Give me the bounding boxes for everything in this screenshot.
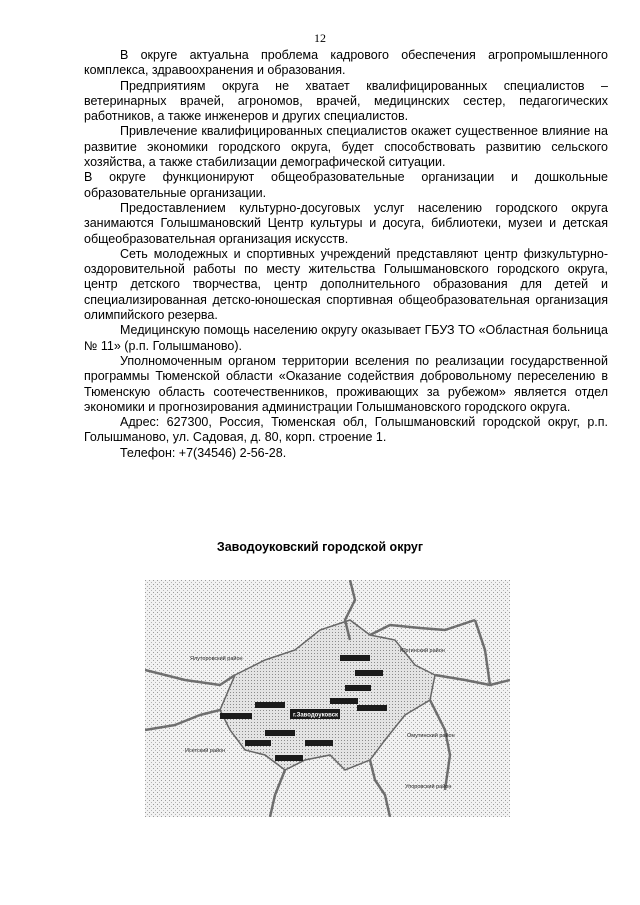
document-body: [84, 48, 608, 461]
paragraph-authority: Уполномоченным органом территории вселения по реализации государственной программы Тюменской области «Оказание содействия добровольному переселению в Тюменскую область соотечественников, проживающих за рубежом» является отдел экономики и прогнозирования администрации Голышмановского городского округа.: [84, 353, 608, 414]
paragraph-address: Адрес: 627300, Россия, Тюменская обл, Голышмановский городской округ, р.п. Голышманово, ул. Садовая, д. 80, корп. строение 1.: [84, 415, 608, 445]
page-number: 12: [314, 31, 326, 45]
map-title: Заводоуковский городской округ: [216, 540, 424, 554]
paragraph-specialists-shortage: Предприятиям округа не хватает квалифицированных специалистов – ветеринарных врачей, агрономов, врачей, медицинских сестер, педагогических работников, а также инженеров и других специалистов.: [84, 78, 608, 124]
label-isetsky-district: Исетский район: [185, 748, 226, 754]
paragraph-culture: Предоставлением культурно-досуговых услуг населению городского округа занимаются Голышмановский Центр культуры и досуга, библиотеки, музеи и детская общеобразовательная организация искусств.: [84, 200, 608, 246]
label-yalutorovsky-district: Ялуторовский район: [190, 656, 243, 662]
paragraph-education: В округе функционируют общеобразовательные организации и дошкольные образовательные организации.: [84, 170, 608, 200]
paragraph-attracting-specialists: Привлечение квалифицированных специалистов окажет существенное влияние на развитие экономики городского округа, будет способствовать развитию сельского хозяйства, а также стабилизации демографической ситуации.: [84, 124, 608, 170]
paragraph-medical: Медицинскую помощь населению округу оказывает ГБУЗ ТО «Областная больница № 11» (р.п. Голышманово).: [84, 323, 608, 353]
paragraph-sports: Сеть молодежных и спортивных учреждений представляют центр физкультурно-оздоровительной работы по месту жительства Голышмановского городского округа, центр детского творчества, центр дополнительного образования для детей и специализированная детско-юношеская спортивная общеобразовательная организация олимпийского резерва.: [84, 246, 608, 323]
district-map: [145, 580, 510, 817]
label-uporovsky-district: Упоровский район: [405, 784, 452, 790]
paragraph-staffing-problem: В округе актуальна проблема кадрового обеспечения агропромышленного комплекса, здравоохранения и образования.: [84, 48, 608, 78]
label-omutinsky-district: Омутинский район: [407, 733, 455, 739]
label-yurginsky-district: Юргинский район: [400, 648, 445, 654]
paragraph-phone: Телефон: +7(34546) 2-56-28.: [120, 445, 287, 460]
label-zavodoukovsk-city: г.Заводоуковск: [293, 712, 339, 719]
